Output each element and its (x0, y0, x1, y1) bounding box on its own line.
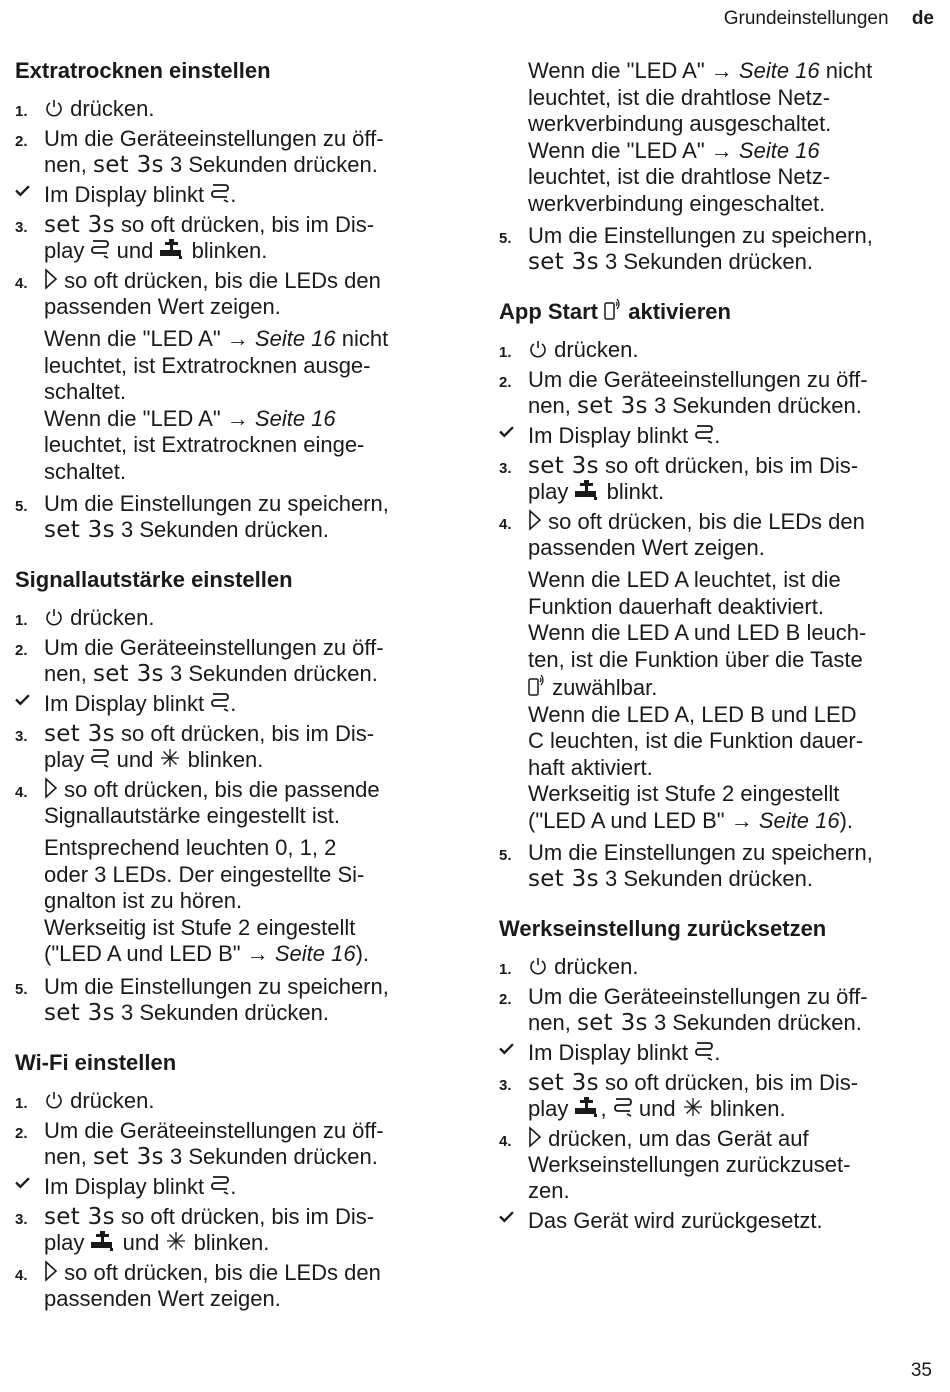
step-number: 5. (499, 230, 512, 247)
arrow-key-icon (44, 268, 58, 290)
header-title: Grundeinstellungen (723, 8, 889, 29)
list-item: Das Gerät wird zurückgesetzt. (499, 1208, 939, 1234)
power-icon (44, 98, 64, 118)
step-number: 3. (499, 1077, 512, 1094)
list-item: 1. drücken. (15, 96, 455, 122)
section-title-wifi: Wi-Fi einstellen (15, 1049, 177, 1075)
left-column (15, 56, 455, 1316)
check-icon (499, 424, 514, 439)
note-paragraph: Wenn die "LED A" → Seite 16 nicht leuchtet, ist die drahtlose Netz- werkverbindung ausgeschaltet. Wenn die "LED A" → Seite 16 leuchtet, ist die drahtlose Netz- werkverbindung eingeschaltet. (528, 58, 873, 216)
set-3s-key-icon: set 3s (528, 1070, 599, 1096)
list-item: 4. so oft drücken, bis die passende Signallautstärke eingestellt ist. (15, 777, 380, 828)
extra-dry-icon (210, 182, 230, 204)
list-item: Im Display blinkt . (15, 1174, 455, 1200)
sound-icon (159, 747, 181, 769)
list-item: 5. Um die Einstellungen zu speichern, set 3s 3 Sekunden drücken. (15, 973, 389, 1026)
step-number: 4. (15, 784, 28, 801)
section-title-app-start: App Start aktivieren (499, 299, 731, 324)
step-number: 3. (15, 1210, 28, 1228)
extra-dry-icon (694, 1040, 714, 1062)
sound-icon (682, 1096, 704, 1118)
power-icon (528, 339, 548, 359)
list-item: 4. so oft drücken, bis die LEDs den passenden Wert zeigen. (499, 509, 865, 560)
list-item: 2. Um die Geräteeinstellungen zu öff- nen, set 3s 3 Sekunden drücken. (499, 367, 868, 419)
page-header (724, 8, 934, 30)
list-item: 2. Um die Geräteeinstellungen zu öff- nen, set 3s 3 Sekunden drücken. (15, 635, 384, 687)
list-item: 4. drücken, um das Gerät auf Werkseinstellungen zurückzuset- zen. (499, 1126, 851, 1203)
set-3s-key-icon: set 3s (576, 1010, 648, 1036)
extra-dry-icon (694, 423, 714, 445)
list-item: 1. drücken. (499, 954, 939, 980)
set-3s-key-icon: set 3s (92, 1143, 164, 1170)
extra-dry-icon (210, 1174, 230, 1196)
list-item: 5. Um die Einstellungen zu speichern, set 3s 3 Sekunden drücken. (499, 223, 873, 275)
extra-dry-icon (90, 747, 110, 769)
tap-icon (574, 479, 600, 501)
extra-dry-icon (210, 691, 230, 713)
list-item: 1. drücken. (15, 1088, 455, 1114)
list-item: 4. so oft drücken, bis die LEDs den passenden Wert zeigen. (15, 1259, 381, 1311)
set-3s-key-icon: set 3s (44, 721, 115, 747)
step-number: 4. (15, 1266, 28, 1284)
step-number: 5. (499, 847, 512, 864)
note-paragraph: Wenn die "LED A" → Seite 16 nicht leuchtet, ist Extratrocknen ausge- schaltet. Wenn die "LED A" → Seite 16 leuchtet, ist Extratrocknen einge- schaltet. (44, 326, 389, 484)
set-3s-key-icon: set 3s (92, 661, 164, 687)
tap-icon (159, 238, 185, 260)
check-icon (15, 1175, 30, 1190)
list-item: 3. set 3s so oft drücken, bis im Dis- play und blinken. (15, 1203, 375, 1255)
step-number: 2. (15, 133, 28, 150)
list-item: 3. set 3s so oft drücken, bis im Dis- play und blinken. (15, 212, 375, 263)
step-number: 3. (15, 219, 28, 236)
set-3s-key-icon: set 3s (528, 453, 599, 479)
tap-icon (574, 1096, 600, 1118)
step-number: 1. (499, 344, 512, 361)
step-number: 1. (499, 961, 512, 978)
section-title-extratrocknen: Extratrocknen einstellen (15, 58, 271, 83)
arrow-key-icon (44, 1260, 58, 1282)
right-column (499, 56, 939, 1238)
list-item: 1. drücken. (499, 337, 939, 363)
set-3s-key-icon: set 3s (576, 393, 648, 419)
power-icon (528, 956, 548, 976)
list-item: 3. set 3s so oft drücken, bis im Dis- play und blinken. (15, 721, 375, 772)
app-start-icon (604, 297, 622, 321)
list-item: 3. set 3s so oft drücken, bis im Dis- play blinkt. (499, 453, 859, 504)
step-number: 4. (15, 275, 28, 292)
list-item: Im Display blinkt . (15, 691, 455, 717)
step-number: 3. (15, 728, 28, 745)
list-item: 2. Um die Geräteeinstellungen zu öff- nen, set 3s 3 Sekunden drücken. (15, 1117, 384, 1170)
set-3s-key-icon: set 3s (528, 866, 599, 892)
set-3s-key-icon: set 3s (92, 152, 164, 178)
section-title-werkseinstellung: Werkseinstellung zurücksetzen (499, 916, 827, 941)
arrow-key-icon (528, 1126, 542, 1148)
step-number: 2. (499, 991, 512, 1008)
header-language: de (911, 8, 934, 29)
note-paragraph: Entsprechend leuchten 0, 1, 2 oder 3 LEDs. Der eingestellte Si- gnalton ist zu hören. Werkseitig ist Stufe 2 eingestellt ("LED A und LED B" → Seite 16). (44, 835, 370, 966)
list-item: 5. Um die Einstellungen zu speichern, set 3s 3 Sekunden drücken. (499, 840, 873, 892)
set-3s-key-icon: set 3s (528, 249, 599, 275)
list-item: 2. Um die Geräteeinstellungen zu öff- nen, set 3s 3 Sekunden drücken. (499, 984, 868, 1036)
list-item: 4. so oft drücken, bis die LEDs den passenden Wert zeigen. (15, 268, 381, 319)
arrow-key-icon (528, 509, 542, 531)
list-item: Im Display blinkt . (499, 1040, 939, 1066)
step-number: 1. (15, 103, 28, 120)
step-number: 3. (499, 460, 512, 477)
check-icon (15, 692, 30, 707)
list-item: Im Display blinkt . (15, 182, 455, 208)
step-number: 4. (499, 1133, 512, 1150)
step-number: 1. (15, 612, 28, 629)
step-number: 5. (15, 498, 28, 515)
note-paragraph: Wenn die LED A leuchtet, ist die Funktion dauerhaft deaktiviert. Wenn die LED A und LED B leuch- ten, ist die Funktion über die Taste zuwählbar. Wenn die LED A, LED B und LED C leuchten, ist die Funktion dauer- haft aktiviert. Werkseitig ist Stufe 2 eingestellt ("LED A und LED B" → Seite 16). (528, 567, 867, 833)
arrow-key-icon (44, 777, 58, 799)
extra-dry-icon (90, 238, 110, 260)
set-3s-key-icon: set 3s (44, 517, 115, 543)
set-3s-key-icon: set 3s (44, 999, 115, 1026)
step-number: 1. (15, 1094, 28, 1112)
check-icon (499, 1041, 514, 1056)
list-item: 3. set 3s so oft drücken, bis im Dis- play , und blinken. (499, 1070, 859, 1121)
power-icon (44, 607, 64, 627)
list-item: 2. Um die Geräteeinstellungen zu öff- nen, set 3s 3 Sekunden drücken. (15, 126, 384, 178)
set-3s-key-icon: set 3s (44, 212, 115, 238)
extra-dry-icon (613, 1096, 633, 1118)
step-number: 4. (499, 516, 512, 533)
page-number: 35 (910, 1360, 932, 1381)
section-title-signallautstaerke: Signallautstärke einstellen (15, 567, 293, 592)
step-number: 5. (15, 980, 28, 998)
check-icon (15, 183, 30, 198)
list-item: 5. Um die Einstellungen zu speichern, set 3s 3 Sekunden drücken. (15, 491, 389, 543)
step-number: 2. (499, 374, 512, 391)
tap-icon (90, 1230, 116, 1252)
set-3s-key-icon: set 3s (44, 1203, 115, 1230)
step-number: 2. (15, 1124, 28, 1142)
step-number: 2. (15, 642, 28, 659)
list-item: Im Display blinkt . (499, 423, 939, 449)
list-item: 1. drücken. (15, 605, 455, 631)
app-start-icon (528, 673, 546, 697)
power-icon (44, 1090, 64, 1110)
sound-icon (165, 1230, 187, 1252)
check-icon (499, 1209, 514, 1224)
